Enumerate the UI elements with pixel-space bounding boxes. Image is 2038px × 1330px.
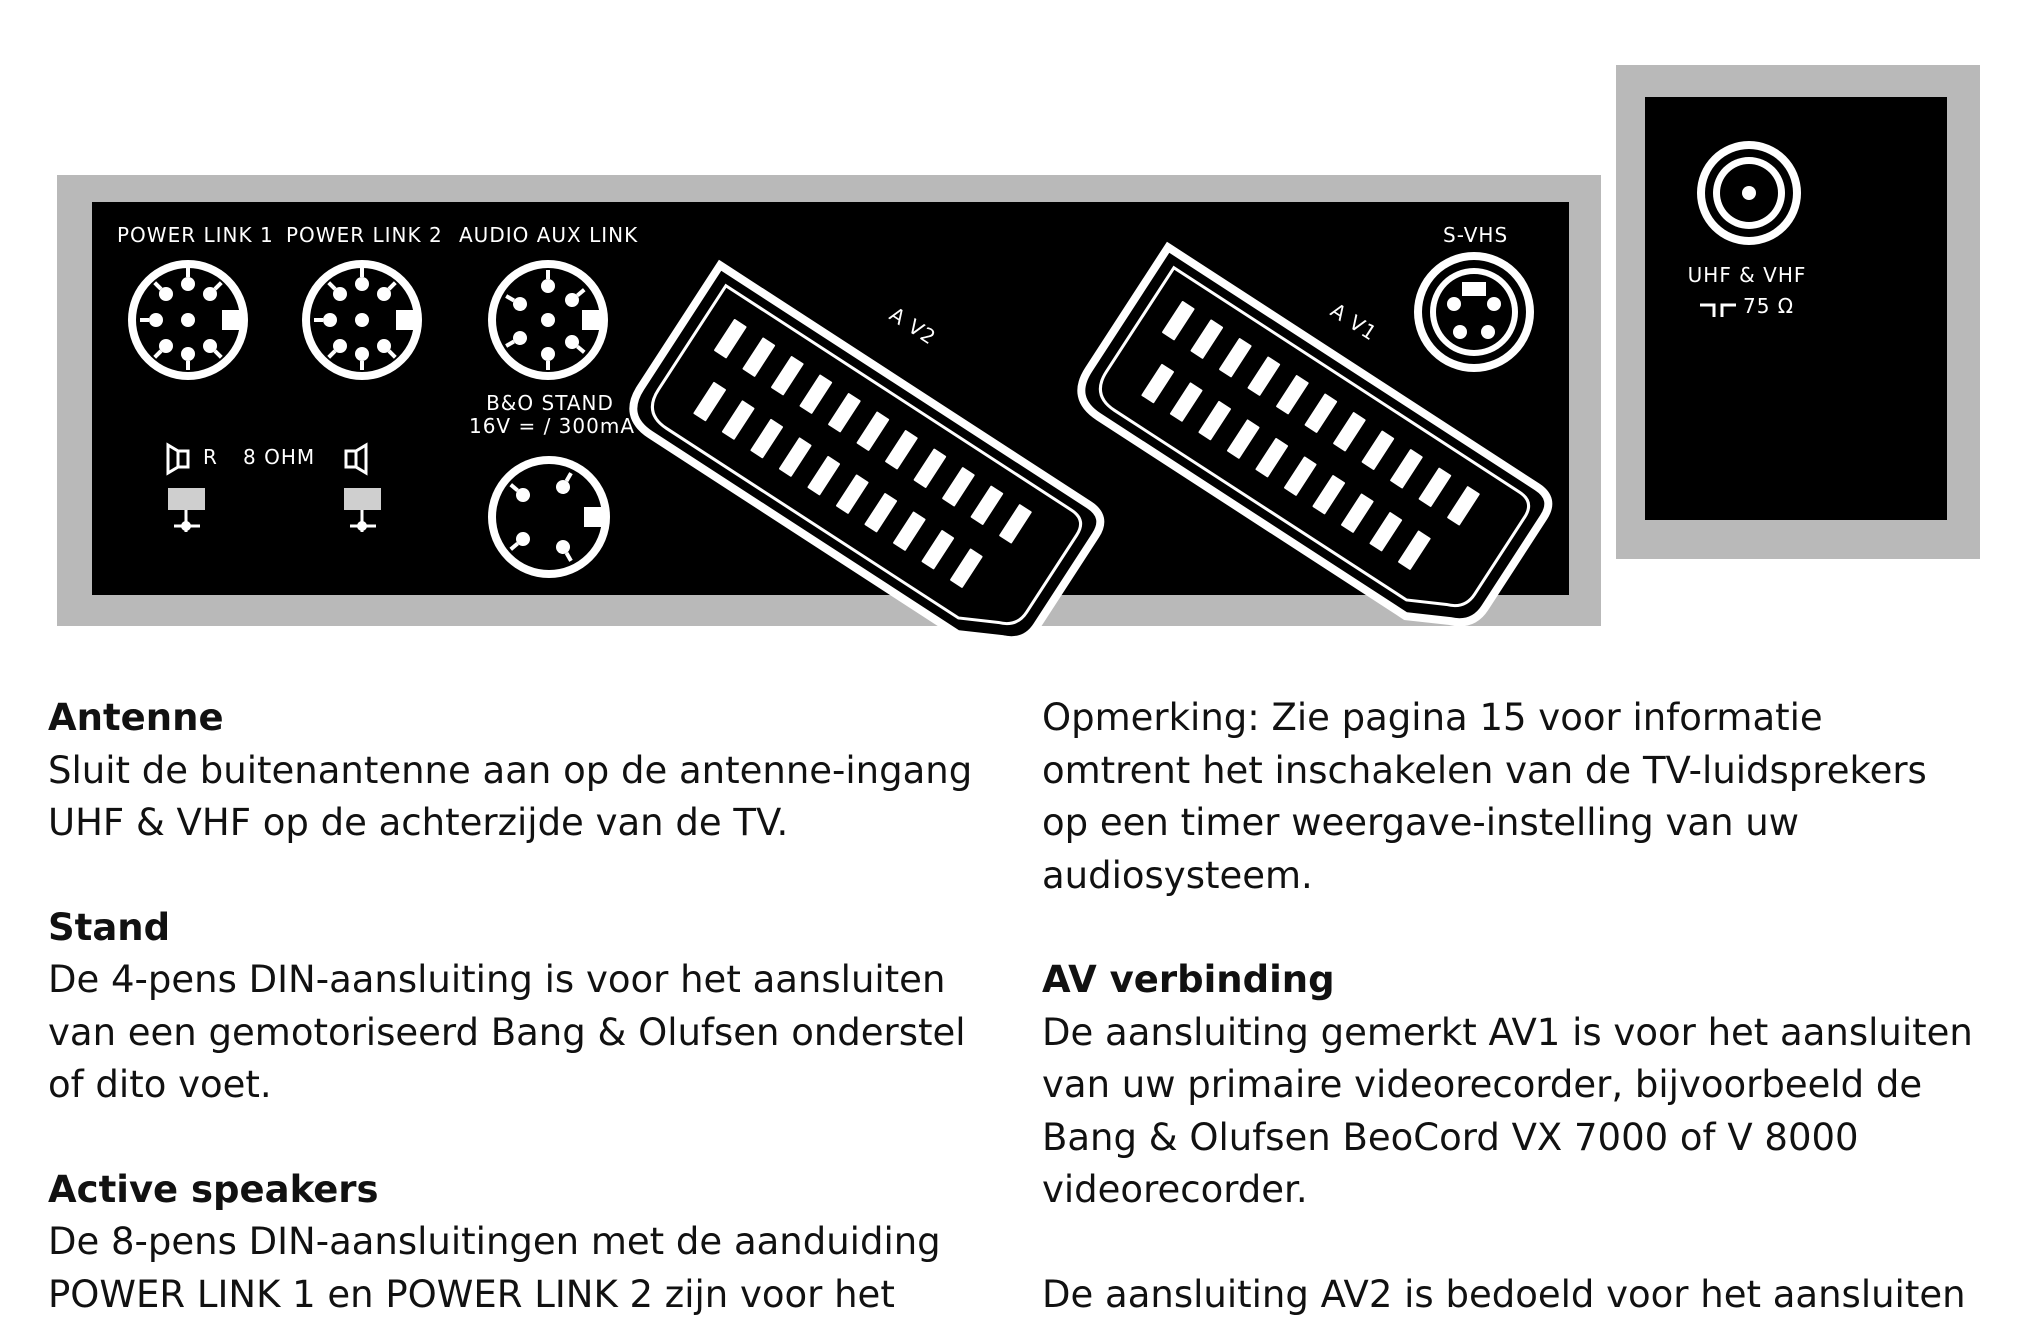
impedance-label: 75 Ω (1743, 294, 1795, 318)
speaker-terminal-left (344, 488, 381, 532)
power-link-1-socket (128, 260, 248, 380)
left-column (48, 692, 1008, 1321)
bo-stand-label: B&O STAND (486, 391, 614, 415)
av1-line-1: De aansluiting gemerkt AV1 is voor het aansluiten (1042, 1010, 1973, 1054)
av2-scart-socket (622, 265, 1108, 668)
speakers-heading: Active speakers (48, 1167, 379, 1211)
right-column (1042, 692, 2032, 1321)
stand-heading: Stand (48, 905, 171, 949)
stand-line-1: De 4-pens DIN-aansluiting is voor het aansluiten (48, 958, 946, 1001)
svhs-label: S-VHS (1443, 223, 1509, 247)
antenne-heading: Antenne (48, 696, 224, 739)
speakers-line-2: POWER LINK 1 en POWER LINK 2 zijn voor het (48, 1272, 895, 1316)
av1-label: A V1 (1326, 298, 1382, 346)
power-link-1-label: POWER LINK 1 (117, 223, 274, 247)
speaker-left-icon (346, 445, 366, 473)
antenne-line-1: Sluit de buitenantenne aan op de antenne-ingang (48, 748, 973, 792)
speaker-r-label: R (203, 445, 218, 469)
av1-line-4: videorecorder. (1042, 1168, 1308, 1211)
speaker-terminal-right (168, 488, 205, 532)
av1-line-3: Bang & Olufsen BeoCord VX 7000 of V 8000 (1042, 1115, 1859, 1159)
speaker-right-icon (168, 445, 188, 473)
speakers-line-1: De 8-pens DIN-aansluitingen met de aanduiding (48, 1220, 941, 1263)
power-link-2-label: POWER LINK 2 (286, 223, 443, 247)
note-line-3: op een timer weergave-instelling van uw (1042, 801, 1800, 844)
stand-line-3: of dito voet. (48, 1063, 272, 1106)
power-link-2-socket (302, 260, 422, 380)
stand-line-2: van een gemotoriseerd Bang & Olufsen onderstel (48, 1010, 966, 1054)
audio-aux-link-label: AUDIO AUX LINK (459, 223, 639, 247)
av2-label: A V2 (885, 302, 941, 350)
antenne-line-2: UHF & VHF op de achterzijde van de TV. (48, 801, 789, 844)
bo-stand-rating-label: 16V = / 300mA (468, 414, 636, 438)
eight-ohm-label: 8 OHM (243, 445, 316, 469)
uhf-vhf-label: UHF & VHF (1687, 263, 1807, 287)
note-line-1: Opmerking: Zie pagina 15 voor informatie (1042, 696, 1823, 739)
antenna-socket (1697, 141, 1801, 245)
av-heading: AV verbinding (1042, 958, 1335, 1001)
audio-aux-link-socket (488, 260, 608, 380)
av2-line-1: De aansluiting AV2 is bedoeld voor het aansluiten (1042, 1272, 1966, 1316)
note-line-4: audiosysteem. (1042, 853, 1313, 897)
antenna-input-icon (1700, 305, 1736, 317)
bo-stand-socket (488, 456, 610, 578)
note-line-2: omtrent het inschakelen van de TV-luidsprekers (1042, 748, 1927, 792)
av1-line-2: van uw primaire videorecorder, bijvoorbeeld de (1042, 1063, 1923, 1106)
svhs-socket (1414, 252, 1534, 372)
